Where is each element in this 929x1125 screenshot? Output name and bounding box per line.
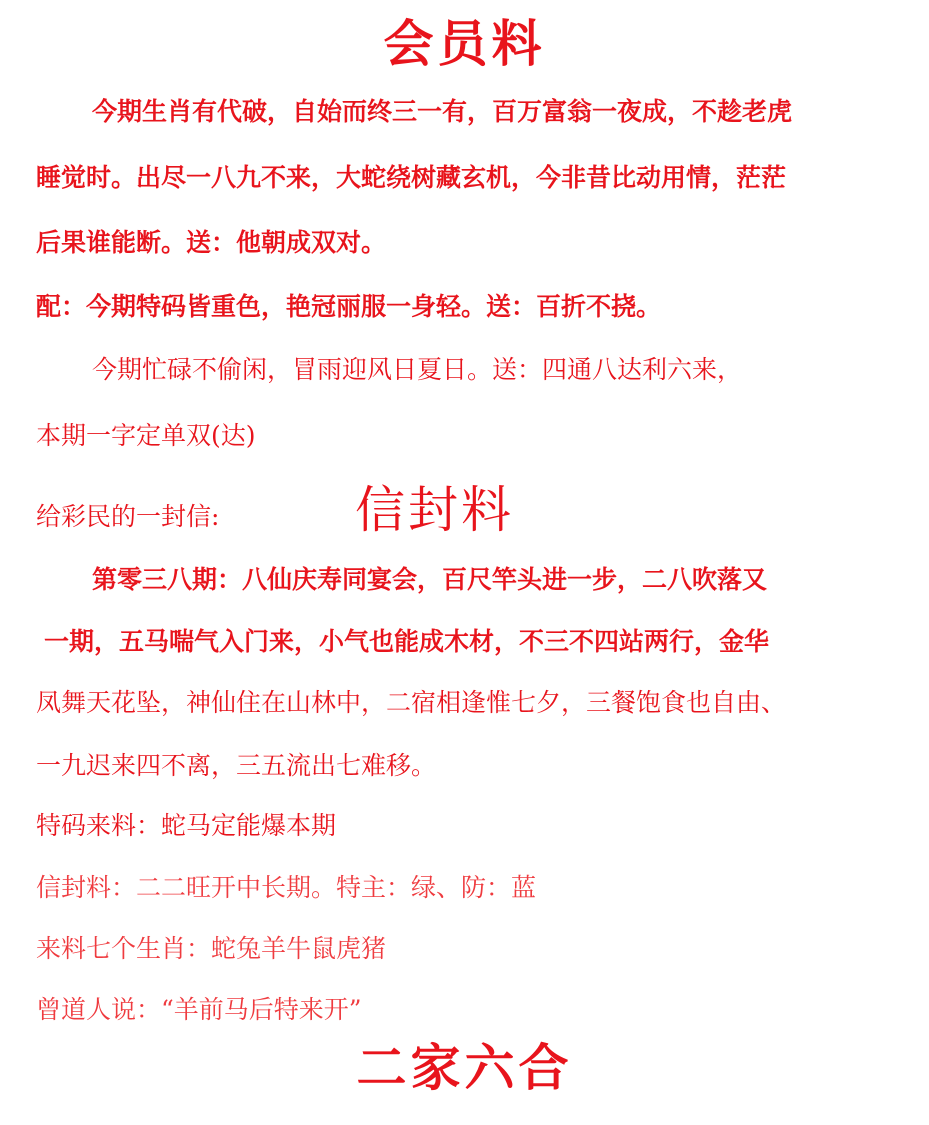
envelope-line-4: 一九迟来四不离，三五流出七难移。 [36, 751, 437, 780]
taoist-line: 曾道人说：“羊前马后特来开” [36, 995, 362, 1024]
special-code-line: 特码来料：蛇马定能爆本期 [36, 811, 337, 840]
envelope-material-line: 信封料：二二旺开中长期。特主：绿、防：蓝 [36, 873, 537, 902]
member-title: 会员料 [383, 14, 546, 73]
member-line-6: 本期一字定单双(达) [36, 421, 256, 450]
member-line-3: 后果谁能断。送：他朝成双对。 [36, 228, 387, 257]
envelope-line-3: 凤舞天花坠，神仙住在山林中，二宿相逢惟七夕，三餐饱食也自由、 [36, 688, 787, 717]
envelope-title: 信封料 [355, 481, 514, 539]
zodiac-line: 来料七个生肖：蛇兔羊牛鼠虎猪 [36, 934, 387, 963]
envelope-intro: 给彩民的一封信: [36, 502, 220, 531]
footer-title: 二家六合 [356, 1038, 573, 1097]
member-line-1: 今期生肖有代破，自始而终三一有，百万富翁一夜成，不趁老虎 [92, 97, 793, 126]
envelope-line-2: 一期，五马喘气入门来，小气也能成木材，不三不四站两行，金华 [44, 627, 770, 656]
envelope-line-1: 第零三八期：八仙庆寿同宴会，百尺竿头进一步，二八吹落又 [92, 565, 768, 594]
member-line-2: 睡觉时。出尽一八九不来，大蛇绕树藏玄机，今非昔比动用情，茫茫 [36, 163, 787, 192]
member-line-5: 今期忙碌不偷闲，冒雨迎风日夏日。送：四通八达利六来， [92, 355, 743, 384]
member-line-4: 配：今期特码皆重色，艳冠丽服一身轻。送：百折不挠。 [36, 292, 662, 321]
